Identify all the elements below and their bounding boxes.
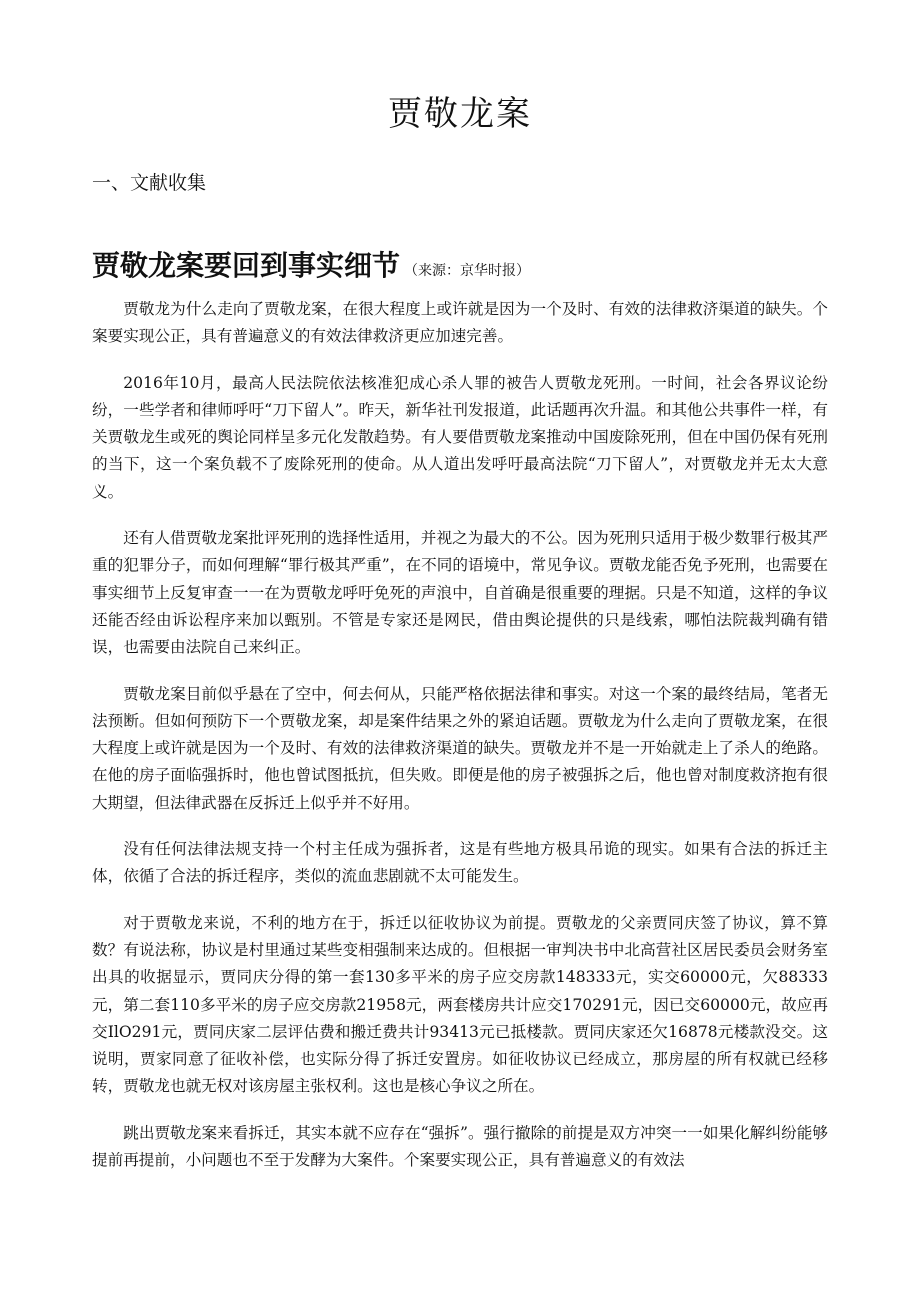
paragraph: 贾敬龙案目前似乎悬在了空中，何去何从，只能严格依据法律和事实。对这一个案的最终结局，笔者无法预断。但如何预防下一个贾敬龙案，却是案件结果之外的紧迫话题。贾敬龙为什么走向了贾敬龙案，在很大程度上或许就是因为一个及时、有效的法律救济渠道的缺失。贾敬龙并不是一开始就走上了杀人的绝路。在他的房子面临强拆时，他也曾试图抵抗，但失败。即便是他的房子被强拆之后，他也曾对制度救济抱有很大期望，但法律武器在反拆迁上似乎并不好用。: [92, 684, 828, 812]
article-title-text: 贾敬龙案要回到事实细节: [92, 249, 401, 282]
article-source: （来源：京华时报）: [404, 263, 531, 279]
article-body: [92, 296, 828, 1193]
paragraph: 没有任何法律法规支持一个村主任成为强拆者，这是有些地方极具吊诡的现实。如果有合法的拆迁主体，依循了合法的拆迁程序，类似的流血悲剧就不太可能发生。: [92, 840, 828, 886]
paragraph: 贾敬龙为什么走向了贾敬龙案，在很大程度上或许就是因为一个及时、有效的法律救济渠道的缺失。个案要实现公正，具有普遍意义的有效法律救济更应加速完善。: [92, 300, 828, 346]
paragraph: 还有人借贾敬龙案批评死刑的选择性适用，并视之为最大的不公。因为死刑只适用于极少数罪行极其严重的犯罪分子，而如何理解“罪行极其严重”，在不同的语境中，常见争议。贾敬龙能否免予死刑，也需要在事实细节上反复审查一一在为贾敬龙呼吁免死的声浪中，自首确是很重要的理据。只是不知道，这样的争议还能否经由诉讼程序来加以甄别。不管是专家还是网民，借由舆论提供的只是线索，哪怕法院裁判确有错误，也需要由法院自己来纠正。: [92, 529, 828, 657]
article-title: [92, 244, 530, 284]
document-title: 贾敬龙案: [388, 94, 532, 134]
section-heading: 一、文献收集: [92, 172, 207, 194]
paragraph: 对于贾敬龙来说，不利的地方在于，拆迁以征收协议为前提。贾敬龙的父亲贾同庆签了协议，算不算数？有说法称，协议是村里通过某些变相强制来达成的。但根据一审判决书中北高营社区居民委员会财务室出具的收据显示，贾同庆分得的第一套130多平米的房子应交房款148333元，实交60000元，欠88333元，第二套110多平米的房子应交房款21958元，两套楼房共计应交170291元，因已交60000元，故应再交IlO291元，贾同庆家二层评估费和搬迁费共计93413元已抵楼款。贾同庆家还欠16878元楼款没交。这说明，贾家同意了征收补偿，也实际分得了拆迁安置房。如征收协议已经成立，那房屋的所有权就已经移转，贾敬龙也就无权对该房屋主张权利。这也是核心争议之所在。: [92, 913, 828, 1096]
paragraph: 2016年10月，最高人民法院依法核准犯成心杀人罪的被告人贾敬龙死刑。一时间，社会各界议论纷纷，一些学者和律师呼吁“刀下留人”。昨天，新华社刊发报道，此话题再次升温。和其他公共事件一样，有关贾敬龙生或死的舆论同样呈多元化发散趋势。有人要借贾敬龙案推动中国废除死刑，但在中国仍保有死刑的当下，这一个案负载不了废除死刑的使命。从人道出发呼吁最高法院“刀下留人”，对贾敬龙并无太大意义。: [92, 373, 828, 501]
paragraph: 跳出贾敬龙案来看拆迁，其实本就不应存在“强拆”。强行撤除的前提是双方冲突一一如果化解纠纷能够提前再提前，小问题也不至于发酵为大案件。个案要实现公正，具有普遍意义的有效法: [92, 1123, 828, 1170]
